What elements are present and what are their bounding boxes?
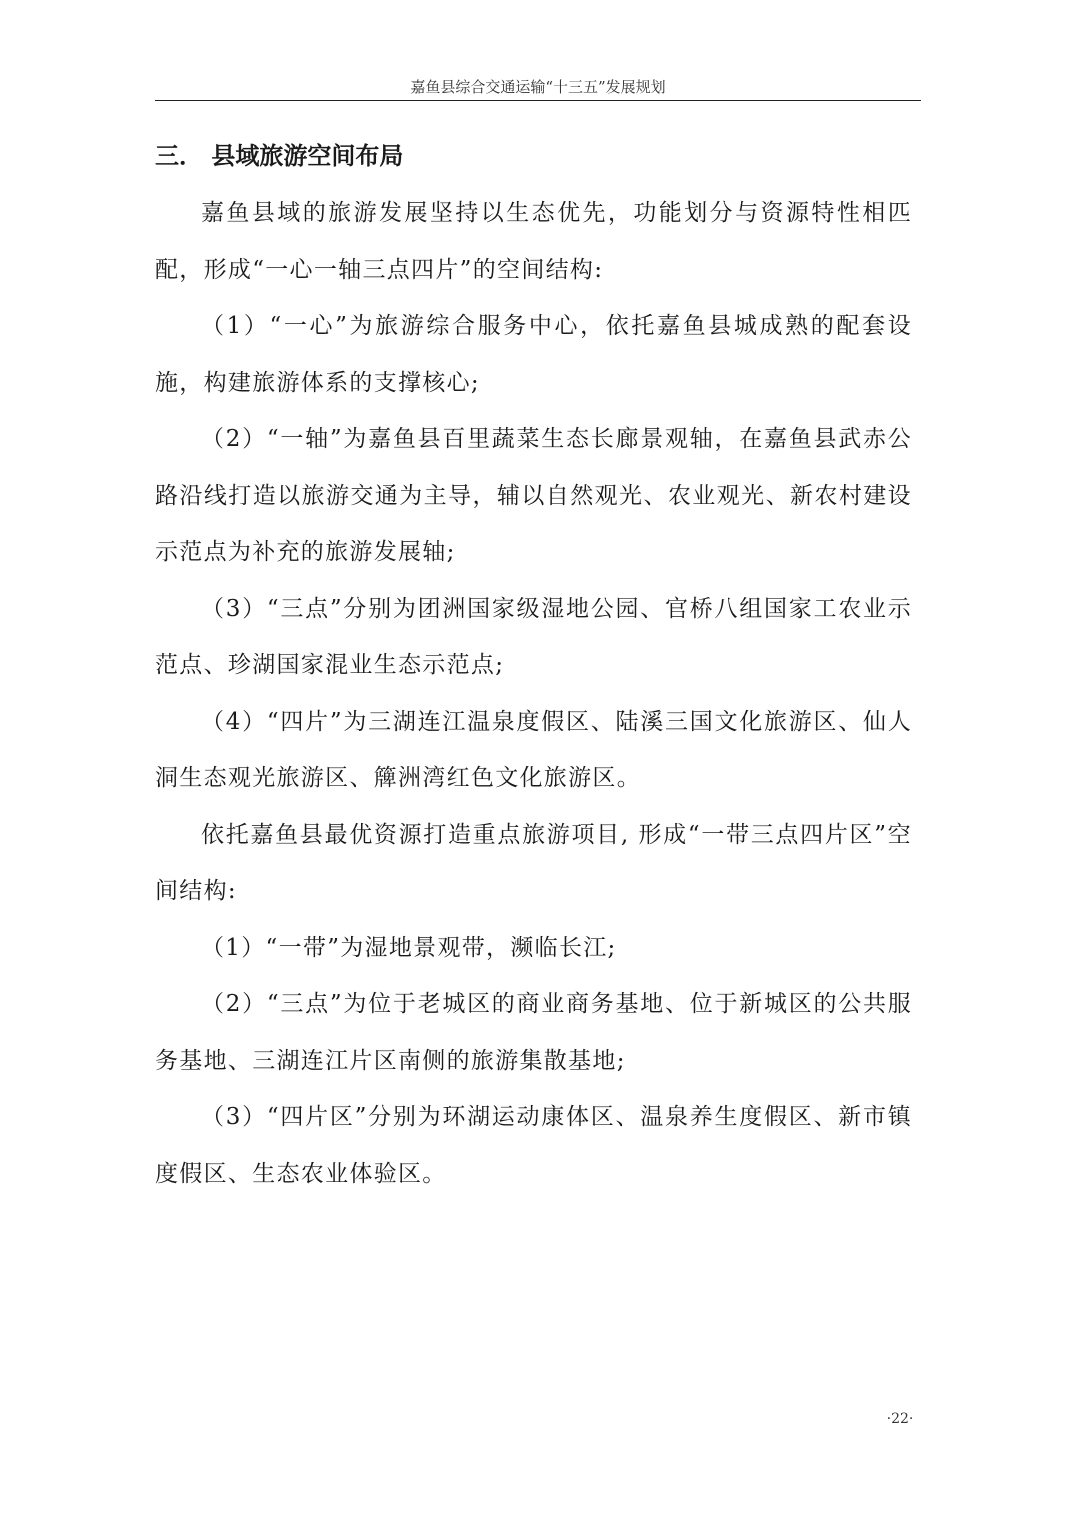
paragraph-second-intro: 依托嘉鱼县最优资源打造重点旅游项目, 形成“一带三点四片区”空间结构: bbox=[155, 821, 912, 904]
paragraph-item-one-belt: （1）“一带”为湿地景观带，濒临长江; bbox=[201, 934, 617, 961]
paragraph-item-three-points: （3）“三点”分别为团洲国家级湿地公园、官桥八组国家工农业示范点、珍湖国家混业生态示范点; bbox=[155, 595, 912, 678]
paragraph-item-one-center: （1）“一心”为旅游综合服务中心，依托嘉鱼县城成熟的配套设施，构建旅游体系的支撑核心; bbox=[155, 313, 912, 396]
section-title: 三． 县域旅游空间布局 bbox=[155, 142, 404, 170]
body-text bbox=[155, 185, 912, 1202]
page-number: ·22· bbox=[886, 1411, 914, 1427]
paragraph-item-four-zones: （3）“四片区”分别为环湖运动康体区、温泉养生度假区、新市镇度假区、生态农业体验区。 bbox=[155, 1104, 912, 1187]
paragraph-item-four-areas: （4）“四片”为三湖连江温泉度假区、陆溪三国文化旅游区、仙人洞生态观光旅游区、簰洲湾红色文化旅游区。 bbox=[155, 708, 912, 791]
page-header: 嘉鱼县综合交通运输“十三五”发展规划 bbox=[155, 76, 921, 101]
paragraph-intro: 嘉鱼县域的旅游发展坚持以生态优先，功能划分与资源特性相匹配，形成“一心一轴三点四片”的空间结构: bbox=[155, 200, 912, 283]
paragraph-item-three-bases: （2）“三点”为位于老城区的商业商务基地、位于新城区的公共服务基地、三湖连江片区南侧的旅游集散基地; bbox=[155, 991, 912, 1074]
paragraph-item-one-axis: （2）“一轴”为嘉鱼县百里蔬菜生态长廊景观轴，在嘉鱼县武赤公路沿线打造以旅游交通为主导，辅以自然观光、农业观光、新农村建设示范点为补充的旅游发展轴; bbox=[155, 426, 912, 565]
